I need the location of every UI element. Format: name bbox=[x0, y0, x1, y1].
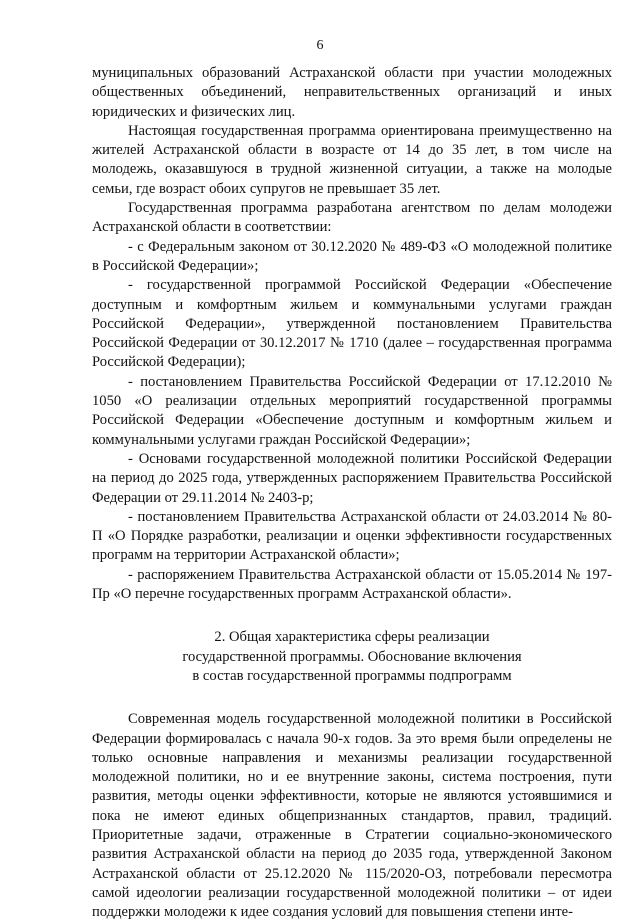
list-item-youth-policy-basics: - Основами государственной молодежной политики Российской Федерации на период до 2025 года, утвержденных распоряжением Правительства Российской Федерации от 29.11.2014 № 2403-р; bbox=[92, 450, 612, 506]
paragraph-modern-model: Современная модель государственной молодежной политики в Российской Федерации формировалась с начала 90-х годов. За это время были определены не только основные направления и механизмы реализации государственной молодежной политики, но и ее внутренние законы, система построения, пути развития, методы оценки эффективности, которые не являются устоявшимися и пока не имеют единых общепризнанных стандартов, правил, традиций. Приоритетные задачи, отраженные в Стратегии социально-экономического развития Астраханской области на период до 2035 года, утвержденной Законом Астраханской области от 25.12.2020 № 115/2020-ОЗ, потребовали пересмотра самой идеологии реализации государственной молодежной политики – от идеи поддержки молодежи к идее создания условий для повышения степени инте- bbox=[92, 711, 612, 921]
list-item-order-197pr: - распоряжением Правительства Астраханской области от 15.05.2014 № 197-Пр «О перечне государственных программ Астраханской области». bbox=[92, 566, 612, 603]
document-body bbox=[92, 64, 612, 922]
section-heading-line: в состав государственной программы подпрограмм bbox=[192, 667, 512, 684]
list-item-federal-law: - с Федеральным законом от 30.12.2020 № 489-ФЗ «О молодежной политике в Российской Федерации»; bbox=[92, 238, 612, 274]
list-item-resolution-1050: - постановлением Правительства Российской Федерации от 17.12.2010 № 1050 «О реализации отдельных мероприятий государственной программы Российской Федерации «Обеспечение доступным и комфортным жильем и коммунальными услугами граждан Российской Федерации»; bbox=[92, 373, 612, 448]
page-number: 6 bbox=[316, 38, 324, 53]
paragraph-target-audience: Настоящая государственная программа ориентирована преимущественно на жителей Астраханской области в возрасте от 14 до 35 лет, в том числе на молодежь, оказавшуюся в трудной жизненной ситуации, а также на молодые семьи, где возраст обоих супругов не превышает 35 лет. bbox=[92, 122, 612, 197]
section-heading-line: государственной программы. Обоснование включения bbox=[182, 648, 522, 665]
list-item-state-program: - государственной программой Российской Федерации «Обеспечение доступным и комфортным жильем и коммунальными услугами граждан Российской Федерации», утвержденной постановлением Правительства Российской Федерации от 30.12.2017 № 1710 (далее – государственная программа Российской Федерации); bbox=[92, 277, 612, 371]
paragraph-developed-by: Государственная программа разработана агентством по делам молодежи Астраханской области в соответствии: bbox=[92, 200, 612, 236]
section-heading-line: 2. Общая характеристика сферы реализации bbox=[214, 629, 490, 646]
list-item-resolution-80p: - постановлением Правительства Астраханской области от 24.03.2014 № 80-П «О Порядке разработки, реализации и оценки эффективности государственных программ на территории Астраханской области»; bbox=[92, 508, 612, 564]
paragraph-continuation: муниципальных образований Астраханской области при участии молодежных общественных объединений, неправительственных организаций и иных юридических и физических лиц. bbox=[92, 65, 612, 120]
section-heading bbox=[92, 628, 612, 686]
